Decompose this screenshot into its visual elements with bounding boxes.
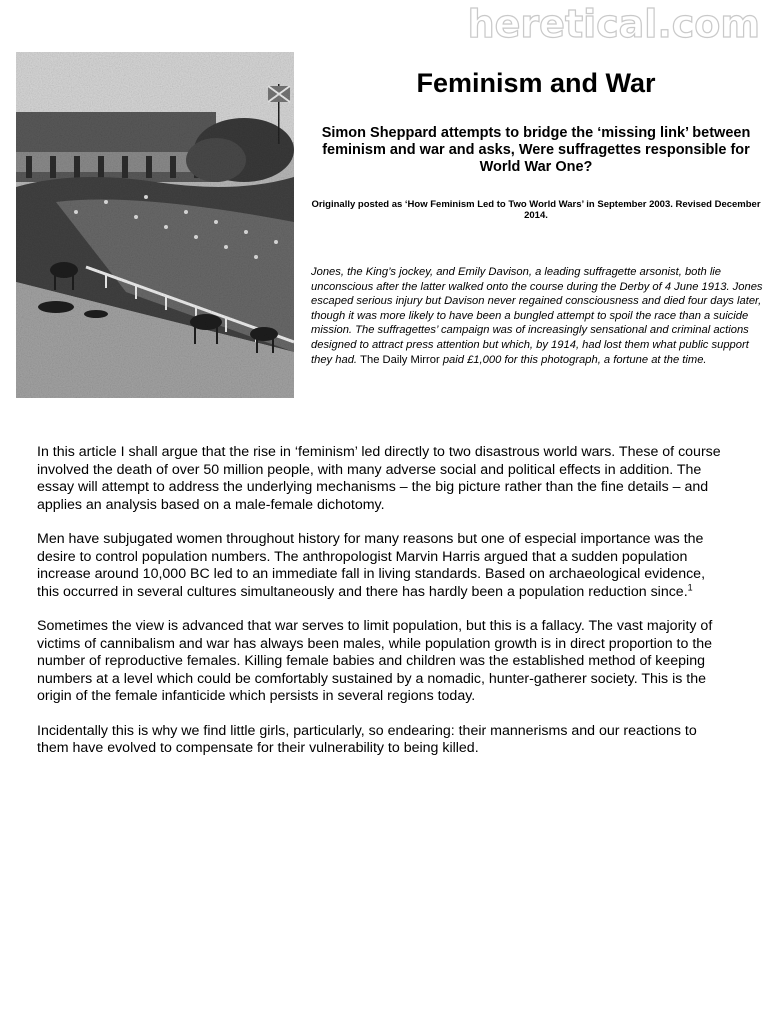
article-paragraph-2-text: Men have subjugated women throughout history for many reasons but one of especial importance was the desire to control population numbers. The anthropologist Marvin Harris argued that a sudden population increase around 10,000 BC led to an immediate fall in living standards. Based on archaeological evidence, this occurred in several cultures simultaneously and there has hardly been a population reduction since. bbox=[37, 531, 706, 600]
article-paragraph-3: Sometimes the view is advanced that war serves to limit population, but this is a fallacy. The vast majority of victims of cannibalism and war has always been males, while population growth is in direct proportion to the number of reproductive females. Killing female babies and children was the established method of keeping numbers at a level which could be comfortably sustained by a nomadic, hunter-gatherer society. This is the origin of the female infanticide which persists in several regions today. bbox=[37, 618, 713, 704]
publication-note: Originally posted as ‘How Feminism Led to Two World Wars’ in September 2003. Revised December 2014. bbox=[311, 199, 761, 221]
article-subtitle: Simon Sheppard attempts to bridge the ‘missing link’ between feminism and war and asks, Were suffragettes responsible for World War One? bbox=[321, 125, 751, 175]
caption-text: Jones, the King’s jockey, and Emily Davison, a leading suffragette arsonist, both lie unconscious after the latter walked onto the course during the Derby of 4 June 1913. Jones escaped serious injury but Davison never regained consciousness and died four days later, though it was more likely to have been a bungled attempt to spoil the race than a suicide mission. The suffragettes’ campaign was of increasingly sensational and criminal actions designed to attract press attention but which, by 1914, had lost them what public support they had. bbox=[311, 266, 763, 366]
article-paragraph-2 bbox=[37, 531, 731, 601]
watermark: heretical.com bbox=[467, 2, 760, 46]
article-paragraph-4: Incidentally this is why we find little girls, particularly, so endearing: their mannerisms and our reactions to them have evolved to compensate for their vulnerability to being killed. bbox=[37, 722, 697, 756]
derby-photograph bbox=[16, 52, 294, 398]
caption-text-end: paid £1,000 for this photograph, a fortune at the time. bbox=[439, 353, 707, 366]
page-title: Feminism and War bbox=[416, 68, 656, 98]
photo-caption bbox=[311, 265, 763, 367]
article-body bbox=[37, 444, 731, 775]
caption-newspaper-name: The Daily Mirror bbox=[360, 353, 440, 366]
footnote-marker[interactable]: 1 bbox=[687, 581, 693, 592]
article-paragraph-1: In this article I shall argue that the rise in ‘feminism’ led directly to two disastrous world wars. These of course involved the death of over 50 million people, with many adverse social and political effects in addition. The essay will attempt to address the underlying mechanisms – the big picture rather than the fine details – and applies an analysis based on a male-female dichotomy. bbox=[37, 444, 721, 513]
derby-photograph-icon bbox=[16, 52, 294, 398]
